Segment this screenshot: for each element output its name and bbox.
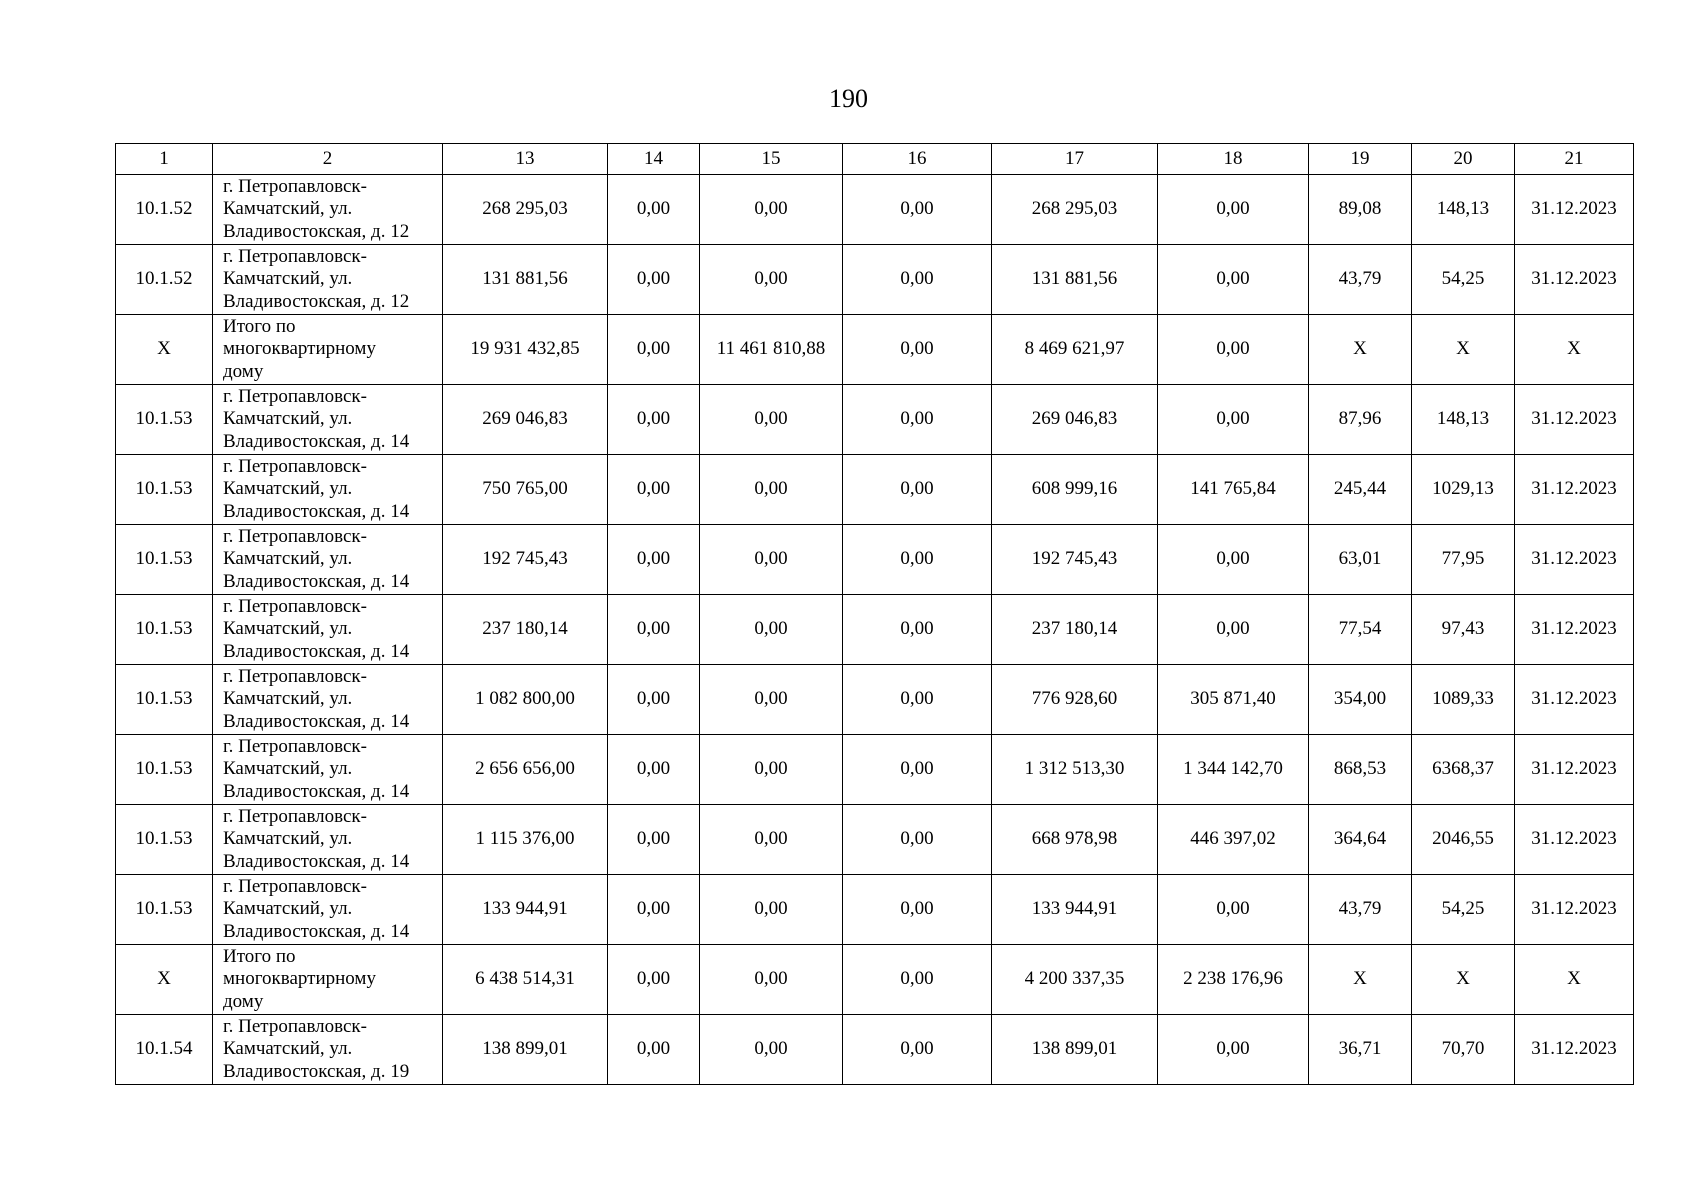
col-14-cell: 0,00 xyxy=(608,245,700,315)
address-line: Владивостокская, д. 12 xyxy=(223,290,410,312)
table-row xyxy=(116,1015,1634,1085)
amount-total-cell: 2 656 656,00 xyxy=(443,735,608,805)
item-number-cell: 10.1.53 xyxy=(116,525,213,595)
col-19-cell: 354,00 xyxy=(1309,665,1412,735)
table-row xyxy=(116,175,1634,245)
col-16-cell: 0,00 xyxy=(843,805,992,875)
col-18-cell: 1 344 142,70 xyxy=(1158,735,1309,805)
col-19-cell: 364,64 xyxy=(1309,805,1412,875)
header-cell: 16 xyxy=(843,144,992,175)
col-19-cell: 868,53 xyxy=(1309,735,1412,805)
amount-total-cell: 268 295,03 xyxy=(443,175,608,245)
col-14-cell: 0,00 xyxy=(608,735,700,805)
table-row xyxy=(116,875,1634,945)
col-14-cell: 0,00 xyxy=(608,315,700,385)
item-number-cell: 10.1.53 xyxy=(116,735,213,805)
item-number-cell: 10.1.53 xyxy=(116,875,213,945)
col-20-cell: 97,43 xyxy=(1412,595,1515,665)
col-16-cell: 0,00 xyxy=(843,1015,992,1085)
col-17-cell: 8 469 621,97 xyxy=(992,315,1158,385)
col-15-cell: 0,00 xyxy=(700,245,843,315)
address-line: Итого по xyxy=(223,315,296,337)
address-cell xyxy=(213,735,443,805)
table-row xyxy=(116,315,1634,385)
table-row xyxy=(116,945,1634,1015)
amount-total-cell: 131 881,56 xyxy=(443,245,608,315)
col-17-cell: 776 928,60 xyxy=(992,665,1158,735)
col-20-cell: 54,25 xyxy=(1412,875,1515,945)
address-line: Камчатский, ул. xyxy=(223,1038,353,1060)
col-20-cell: 1089,33 xyxy=(1412,665,1515,735)
col-19-cell: 89,08 xyxy=(1309,175,1412,245)
col-20-cell: 70,70 xyxy=(1412,1015,1515,1085)
date-cell: Х xyxy=(1515,315,1634,385)
address-line: многоквартирному xyxy=(223,338,376,360)
address-line: Камчатский, ул. xyxy=(223,548,353,570)
col-15-cell: 0,00 xyxy=(700,735,843,805)
item-number-cell: 10.1.54 xyxy=(116,1015,213,1085)
col-17-cell: 138 899,01 xyxy=(992,1015,1158,1085)
address-line: г. Петропавловск- xyxy=(223,735,367,757)
col-17-cell: 131 881,56 xyxy=(992,245,1158,315)
col-18-cell: 0,00 xyxy=(1158,385,1309,455)
col-20-cell: Х xyxy=(1412,945,1515,1015)
col-15-cell: 0,00 xyxy=(700,1015,843,1085)
address-line: Владивостокская, д. 14 xyxy=(223,710,410,732)
address-line: Владивостокская, д. 14 xyxy=(223,920,410,942)
address-line: г. Петропавловск- xyxy=(223,245,367,267)
header-cell: 2 xyxy=(213,144,443,175)
col-19-cell: 43,79 xyxy=(1309,245,1412,315)
col-16-cell: 0,00 xyxy=(843,175,992,245)
col-15-cell: 0,00 xyxy=(700,385,843,455)
address-cell xyxy=(213,805,443,875)
address-line: Итого по xyxy=(223,945,296,967)
col-16-cell: 0,00 xyxy=(843,665,992,735)
col-16-cell: 0,00 xyxy=(843,315,992,385)
col-18-cell: 0,00 xyxy=(1158,875,1309,945)
amount-total-cell: 138 899,01 xyxy=(443,1015,608,1085)
item-number-cell: 10.1.53 xyxy=(116,665,213,735)
address-line: г. Петропавловск- xyxy=(223,175,367,197)
address-line: Владивостокская, д. 14 xyxy=(223,430,410,452)
col-16-cell: 0,00 xyxy=(843,945,992,1015)
item-number-cell: 10.1.53 xyxy=(116,595,213,665)
header-cell: 17 xyxy=(992,144,1158,175)
address-line: Камчатский, ул. xyxy=(223,198,353,220)
table-row xyxy=(116,665,1634,735)
col-17-cell: 269 046,83 xyxy=(992,385,1158,455)
amount-total-cell: 269 046,83 xyxy=(443,385,608,455)
address-line: Камчатский, ул. xyxy=(223,618,353,640)
table-row xyxy=(116,595,1634,665)
col-19-cell: Х xyxy=(1309,315,1412,385)
address-line: Камчатский, ул. xyxy=(223,758,353,780)
date-cell: 31.12.2023 xyxy=(1515,385,1634,455)
col-20-cell: 77,95 xyxy=(1412,525,1515,595)
col-16-cell: 0,00 xyxy=(843,455,992,525)
address-cell xyxy=(213,875,443,945)
header-cell: 14 xyxy=(608,144,700,175)
table-row xyxy=(116,455,1634,525)
date-cell: 31.12.2023 xyxy=(1515,245,1634,315)
col-15-cell: 0,00 xyxy=(700,595,843,665)
address-cell xyxy=(213,525,443,595)
col-19-cell: 245,44 xyxy=(1309,455,1412,525)
address-line: Камчатский, ул. xyxy=(223,828,353,850)
col-15-cell: 0,00 xyxy=(700,175,843,245)
address-line: г. Петропавловск- xyxy=(223,665,367,687)
col-16-cell: 0,00 xyxy=(843,595,992,665)
address-line: Камчатский, ул. xyxy=(223,688,353,710)
col-14-cell: 0,00 xyxy=(608,175,700,245)
amount-total-cell: 1 082 800,00 xyxy=(443,665,608,735)
col-18-cell: 305 871,40 xyxy=(1158,665,1309,735)
col-14-cell: 0,00 xyxy=(608,455,700,525)
address-line: г. Петропавловск- xyxy=(223,1015,367,1037)
date-cell: 31.12.2023 xyxy=(1515,805,1634,875)
table-row xyxy=(116,245,1634,315)
address-cell xyxy=(213,945,443,1015)
address-line: г. Петропавловск- xyxy=(223,455,367,477)
item-number-cell: 10.1.53 xyxy=(116,455,213,525)
address-line: многоквартирному xyxy=(223,968,376,990)
col-15-cell: 0,00 xyxy=(700,665,843,735)
col-20-cell: 148,13 xyxy=(1412,175,1515,245)
address-line: г. Петропавловск- xyxy=(223,805,367,827)
col-19-cell: Х xyxy=(1309,945,1412,1015)
col-15-cell: 0,00 xyxy=(700,805,843,875)
table-body xyxy=(116,144,1634,1085)
col-14-cell: 0,00 xyxy=(608,805,700,875)
address-line: Владивостокская, д. 14 xyxy=(223,780,410,802)
header-cell: 18 xyxy=(1158,144,1309,175)
date-cell: 31.12.2023 xyxy=(1515,875,1634,945)
col-16-cell: 0,00 xyxy=(843,245,992,315)
address-line: Владивостокская, д. 19 xyxy=(223,1060,410,1082)
col-17-cell: 1 312 513,30 xyxy=(992,735,1158,805)
amount-total-cell: 750 765,00 xyxy=(443,455,608,525)
address-line: Владивостокская, д. 12 xyxy=(223,220,410,242)
col-18-cell: 141 765,84 xyxy=(1158,455,1309,525)
address-line: Камчатский, ул. xyxy=(223,268,353,290)
date-cell: 31.12.2023 xyxy=(1515,1015,1634,1085)
header-cell: 15 xyxy=(700,144,843,175)
col-19-cell: 36,71 xyxy=(1309,1015,1412,1085)
address-line: дому xyxy=(223,990,264,1012)
col-14-cell: 0,00 xyxy=(608,1015,700,1085)
item-number-cell: 10.1.53 xyxy=(116,805,213,875)
table-row xyxy=(116,805,1634,875)
date-cell: Х xyxy=(1515,945,1634,1015)
col-19-cell: 77,54 xyxy=(1309,595,1412,665)
col-16-cell: 0,00 xyxy=(843,875,992,945)
date-cell: 31.12.2023 xyxy=(1515,595,1634,665)
address-line: Камчатский, ул. xyxy=(223,898,353,920)
amount-total-cell: 6 438 514,31 xyxy=(443,945,608,1015)
address-line: г. Петропавловск- xyxy=(223,875,367,897)
col-18-cell: 2 238 176,96 xyxy=(1158,945,1309,1015)
col-20-cell: 148,13 xyxy=(1412,385,1515,455)
col-17-cell: 268 295,03 xyxy=(992,175,1158,245)
col-20-cell: 1029,13 xyxy=(1412,455,1515,525)
amount-total-cell: 19 931 432,85 xyxy=(443,315,608,385)
col-15-cell: 11 461 810,88 xyxy=(700,315,843,385)
address-cell xyxy=(213,245,443,315)
col-19-cell: 63,01 xyxy=(1309,525,1412,595)
col-16-cell: 0,00 xyxy=(843,385,992,455)
page-number: 190 xyxy=(829,84,868,113)
col-18-cell: 0,00 xyxy=(1158,245,1309,315)
item-number-cell: Х xyxy=(116,315,213,385)
header-cell: 21 xyxy=(1515,144,1634,175)
col-14-cell: 0,00 xyxy=(608,595,700,665)
col-15-cell: 0,00 xyxy=(700,875,843,945)
address-line: Владивостокская, д. 14 xyxy=(223,570,410,592)
address-cell xyxy=(213,595,443,665)
col-15-cell: 0,00 xyxy=(700,945,843,1015)
date-cell: 31.12.2023 xyxy=(1515,175,1634,245)
col-20-cell: 2046,55 xyxy=(1412,805,1515,875)
address-line: дому xyxy=(223,360,264,382)
address-line: г. Петропавловск- xyxy=(223,385,367,407)
col-15-cell: 0,00 xyxy=(700,525,843,595)
address-line: Камчатский, ул. xyxy=(223,408,353,430)
amount-total-cell: 1 115 376,00 xyxy=(443,805,608,875)
address-cell xyxy=(213,1015,443,1085)
col-17-cell: 133 944,91 xyxy=(992,875,1158,945)
col-17-cell: 237 180,14 xyxy=(992,595,1158,665)
col-18-cell: 0,00 xyxy=(1158,595,1309,665)
col-15-cell: 0,00 xyxy=(700,455,843,525)
col-18-cell: 0,00 xyxy=(1158,525,1309,595)
col-18-cell: 446 397,02 xyxy=(1158,805,1309,875)
col-19-cell: 43,79 xyxy=(1309,875,1412,945)
item-number-cell: Х xyxy=(116,945,213,1015)
item-number-cell: 10.1.52 xyxy=(116,175,213,245)
address-cell xyxy=(213,175,443,245)
col-17-cell: 668 978,98 xyxy=(992,805,1158,875)
header-cell: 20 xyxy=(1412,144,1515,175)
date-cell: 31.12.2023 xyxy=(1515,665,1634,735)
col-18-cell: 0,00 xyxy=(1158,1015,1309,1085)
address-line: Владивостокская, д. 14 xyxy=(223,850,410,872)
col-16-cell: 0,00 xyxy=(843,525,992,595)
address-line: г. Петропавловск- xyxy=(223,525,367,547)
address-line: Владивостокская, д. 14 xyxy=(223,640,410,662)
amount-total-cell: 192 745,43 xyxy=(443,525,608,595)
header-cell: 19 xyxy=(1309,144,1412,175)
col-17-cell: 192 745,43 xyxy=(992,525,1158,595)
col-17-cell: 4 200 337,35 xyxy=(992,945,1158,1015)
col-16-cell: 0,00 xyxy=(843,735,992,805)
address-line: Владивостокская, д. 14 xyxy=(223,500,410,522)
col-14-cell: 0,00 xyxy=(608,385,700,455)
item-number-cell: 10.1.53 xyxy=(116,385,213,455)
date-cell: 31.12.2023 xyxy=(1515,735,1634,805)
data-table xyxy=(115,143,1634,1085)
item-number-cell: 10.1.52 xyxy=(116,245,213,315)
address-line: Камчатский, ул. xyxy=(223,478,353,500)
col-14-cell: 0,00 xyxy=(608,525,700,595)
col-18-cell: 0,00 xyxy=(1158,315,1309,385)
address-cell xyxy=(213,385,443,455)
col-14-cell: 0,00 xyxy=(608,875,700,945)
header-cell: 1 xyxy=(116,144,213,175)
col-20-cell: Х xyxy=(1412,315,1515,385)
header-cell: 13 xyxy=(443,144,608,175)
col-20-cell: 6368,37 xyxy=(1412,735,1515,805)
table-row xyxy=(116,735,1634,805)
table-header-row xyxy=(116,144,1634,175)
col-17-cell: 608 999,16 xyxy=(992,455,1158,525)
address-cell xyxy=(213,315,443,385)
date-cell: 31.12.2023 xyxy=(1515,455,1634,525)
table-row xyxy=(116,525,1634,595)
col-20-cell: 54,25 xyxy=(1412,245,1515,315)
col-14-cell: 0,00 xyxy=(608,665,700,735)
date-cell: 31.12.2023 xyxy=(1515,525,1634,595)
col-18-cell: 0,00 xyxy=(1158,175,1309,245)
amount-total-cell: 237 180,14 xyxy=(443,595,608,665)
col-14-cell: 0,00 xyxy=(608,945,700,1015)
address-line: г. Петропавловск- xyxy=(223,595,367,617)
address-cell xyxy=(213,455,443,525)
table-row xyxy=(116,385,1634,455)
address-cell xyxy=(213,665,443,735)
col-19-cell: 87,96 xyxy=(1309,385,1412,455)
amount-total-cell: 133 944,91 xyxy=(443,875,608,945)
